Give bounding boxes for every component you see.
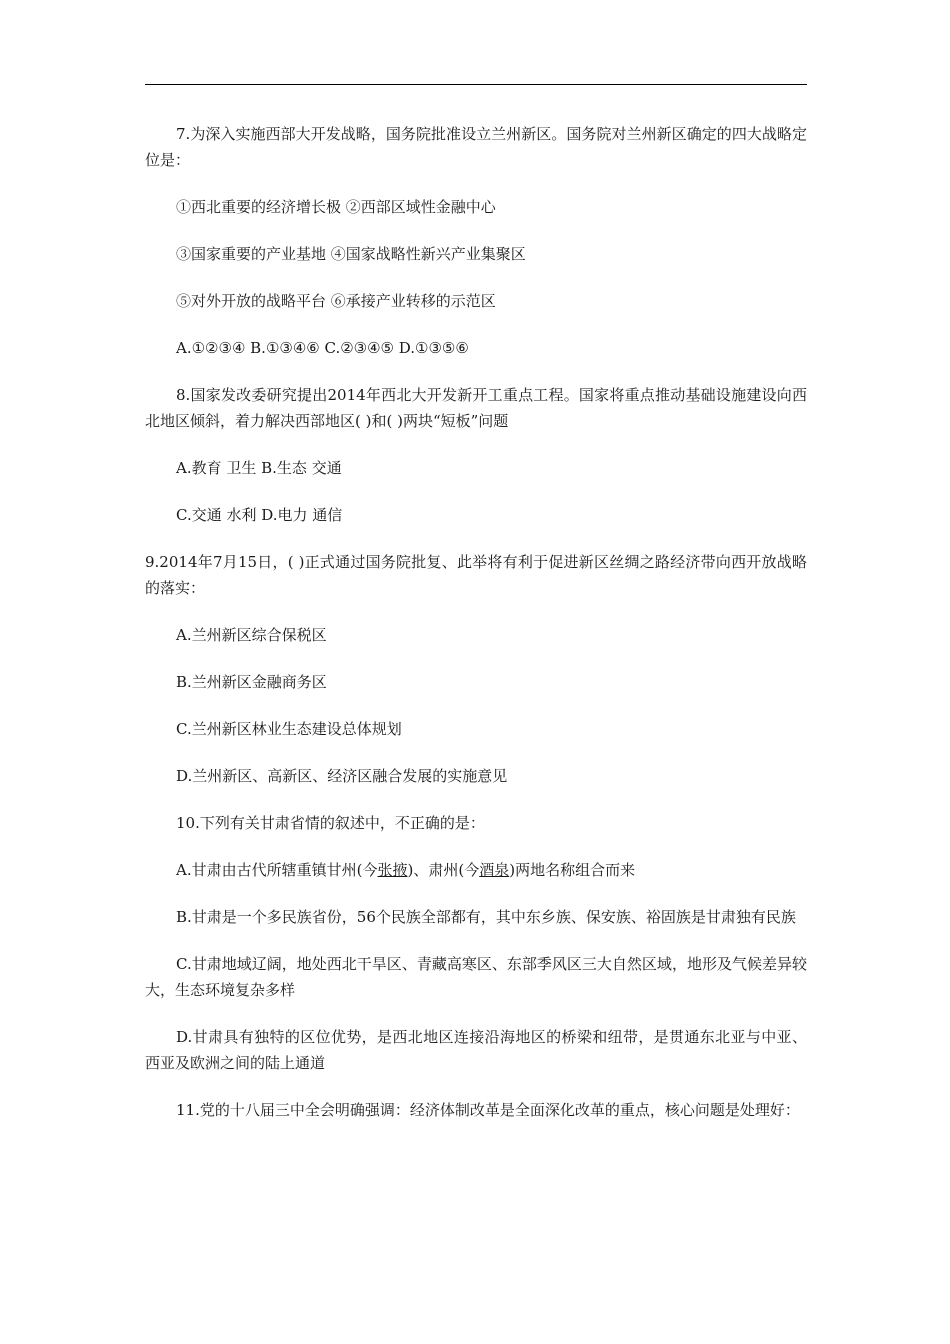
question-9-stem: 9.2014年7月15日，( )正式通过国务院批复、此举将有利于促进新区丝绸之路经济带向西开放战略的落实：: [145, 553, 807, 597]
question-10-option-d: D.甘肃具有独特的区位优势，是西北地区连接沿海地区的桥梁和纽带，是贯通东北亚与中亚、西亚及欧洲之间的陆上通道: [145, 1028, 807, 1072]
question-7-item-1: ①西北重要的经济增长极 ②西部区域性金融中心: [176, 198, 496, 216]
question-10-stem: 10.下列有关甘肃省情的叙述中，不正确的是：: [176, 814, 485, 832]
header-rule: [145, 84, 807, 85]
question-10-option-a: [145, 857, 807, 883]
question-10-option-b: B.甘肃是一个多民族省份，56个民族全部都有，其中东乡族、保安族、裕固族是甘肃独有民族: [176, 908, 796, 926]
question-10-option-c: C.甘肃地域辽阔，地处西北干旱区、青藏高寒区、东部季风区三大自然区域，地形及气候差异较大，生态环境复杂多样: [145, 955, 807, 999]
question-10-option-a-text-1: A.甘肃由古代所辖重镇甘州(今: [176, 861, 378, 879]
question-10-option-a-text-2: )、肃州(今: [407, 861, 480, 879]
question-7-item-2: ③国家重要的产业基地 ④国家战略性新兴产业集聚区: [176, 245, 526, 263]
question-7-choices: A.①②③④ B.①③④⑥ C.②③④⑤ D.①③⑤⑥: [176, 339, 469, 357]
question-8-choices-ab: A.教育 卫生 B.生态 交通: [176, 459, 342, 477]
question-9-option-a: A.兰州新区综合保税区: [176, 626, 327, 644]
question-9-option-c: C.兰州新区林业生态建设总体规划: [176, 720, 402, 738]
underlined-place-jiuquan: 酒泉: [479, 861, 510, 879]
question-10-option-a-text-3: )两地名称组合而来: [509, 861, 636, 879]
question-9-option-d: D.兰州新区、高新区、经济区融合发展的实施意见: [176, 767, 508, 785]
question-8-stem: 8.国家发改委研究提出2014年西北大开发新开工重点工程。国家将重点推动基础设施建设向西北地区倾斜，着力解决西部地区( )和( )两块“短板”问题: [145, 386, 807, 430]
question-8-choices-cd: C.交通 水利 D.电力 通信: [176, 506, 343, 524]
document-body: [145, 121, 807, 1144]
question-9-option-b: B.兰州新区金融商务区: [176, 673, 327, 691]
underlined-place-zhangye: 张掖: [377, 861, 408, 879]
question-7-stem: 7.为深入实施西部大开发战略，国务院批准设立兰州新区。国务院对兰州新区确定的四大战略定位是：: [145, 125, 807, 169]
question-11-stem: 11.党的十八届三中全会明确强调：经济体制改革是全面深化改革的重点，核心问题是处理好：: [176, 1101, 800, 1119]
question-7-item-3: ⑤对外开放的战略平台 ⑥承接产业转移的示范区: [176, 292, 496, 310]
